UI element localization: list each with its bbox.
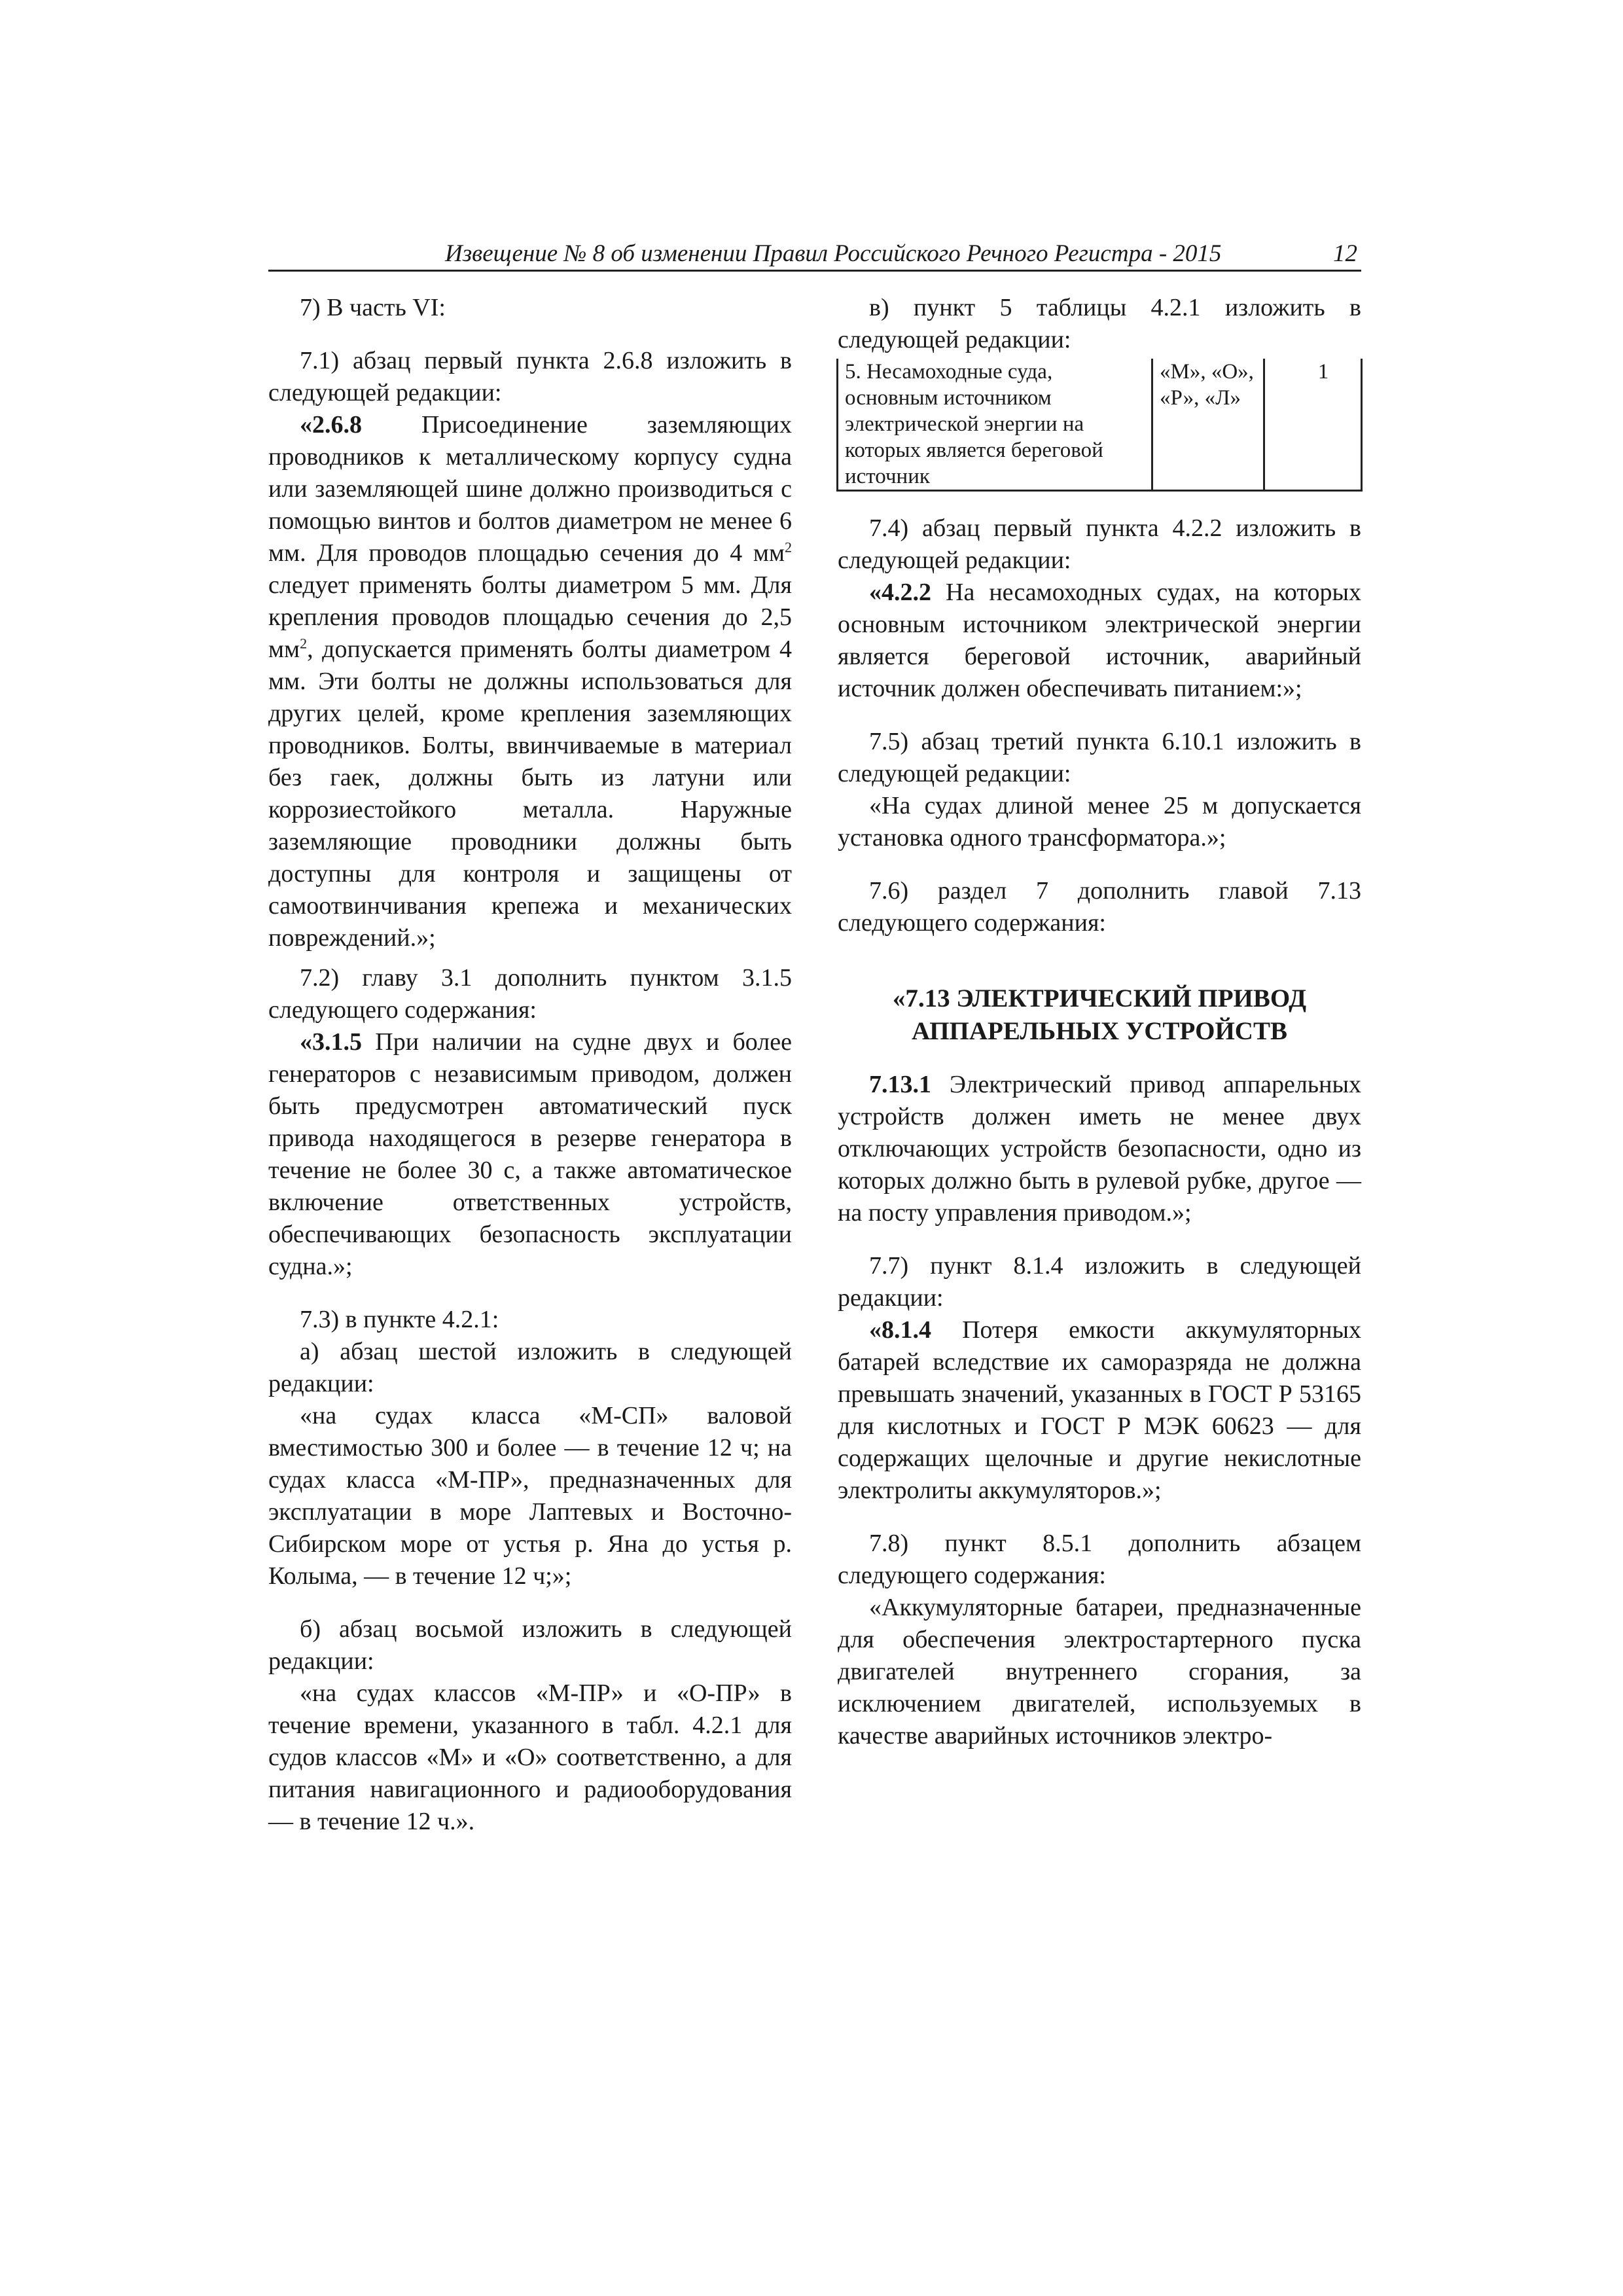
clause-3-1-5: «3.1.5 При наличии на судне двух и более генераторов с независимым приводом, должен быть предусмотрен автоматический пуск привода находящегося в резерве генератора в течение не более 30 с, а также автоматическое включение ответственных устройств, обеспечивающих безопасность эксплуатации судна.»;	[268, 1028, 792, 1280]
section-title: «7.13 ЭЛЕКТРИЧЕСКИЙ ПРИВОД АППАРЕЛЬНЫХ УСТРОЙСТВ	[892, 984, 1307, 1045]
clause-8-1-4: «8.1.4 Потеря емкости аккумуляторных батарей вследствие их саморазряда не должна превышать значений, указанных в ГОСТ Р 53165 для кислотных и ГОСТ Р МЭК 60623 — для содержащих щелочные и другие некислотные электролиты аккумуляторов.»;	[838, 1316, 1361, 1504]
part-heading: 7) В часть VI:	[300, 294, 446, 321]
sub-item-a: а) абзац шестой изложить в следующей редакции:	[268, 1338, 792, 1397]
quote-b: «на судах классов «М-ПР» и «О-ПР» в течение времени, указанного в табл. 4.2.1 для судов классов «М» и «О» соответственно, а для питания навигационного и радиооборудования — в течение 12 ч.».	[268, 1679, 792, 1835]
clause-number: «3.1.5	[300, 1028, 362, 1056]
table-cell-value: 1	[1264, 359, 1362, 491]
sub-item-v: в) пункт 5 таблицы 4.2.1 изложить в следующей редакции:	[838, 294, 1361, 353]
clause-2-6-8: «2.6.8 Присоединение заземляющих проводников к металлическому корпусу судна или заземляющей шине должно производиться с помощью винтов и болтов диаметром не менее 6 мм. Для проводов площадью сечения до 4 $мм^2$ следует применять болты диаметром 5 мм. Для крепления проводов площадью сечения до 2,5 $мм^2$, допускается применять болты диаметром 4 мм. Эти болты не должны использоваться для других целей, кроме крепления заземляющих проводников. Болты, ввинчиваемые в материал без гаек, должны быть из латуни или коррозиестойкого металла. Наружные заземляющие проводники должны быть доступны для контроля и защищены от самоотвинчивания крепежа и механических повреждений.»;	[268, 411, 792, 952]
quote-a: «на судах класса «М-СП» валовой вместимостью 300 и более — в течение 12 ч; на судах класса «М-ПР», предназначенных для эксплуатации в море Лаптевых и Восточно-Сибирском море от устья р. Яна до устья р. Колыма, — в течение 12 ч;»;	[268, 1402, 792, 1590]
amendment-7-8: 7.8) пункт 8.5.1 дополнить абзацем следующего содержания:	[838, 1530, 1361, 1589]
clause-number: 7.13.1	[869, 1071, 931, 1098]
clause-number: «8.1.4	[869, 1316, 931, 1344]
amendment-7-2: 7.2) главу 3.1 дополнить пунктом 3.1.5 следующего содержания:	[268, 964, 792, 1024]
amendment-7-1: 7.1) абзац первый пункта 2.6.8 изложить в следующей редакции:	[268, 347, 792, 406]
amendment-7-4: 7.4) абзац первый пункта 4.2.2 изложить в следующей редакции:	[838, 514, 1361, 574]
table-4-2-1-row-5	[836, 359, 1363, 492]
amendment-7-5: 7.5) абзац третий пункта 6.10.1 изложить в следующей редакции:	[838, 728, 1361, 787]
sub-item-b: б) абзац восьмой изложить в следующей редакции:	[268, 1615, 792, 1675]
table-cell-description: 5. Несамоходные суда, основным источником электрической энергии на которых является береговой источник	[838, 359, 1152, 491]
clause-number: «2.6.8	[300, 411, 362, 439]
header-title: Извещение № 8 об изменении Правил Российского Речного Регистра - 2015	[445, 240, 1222, 267]
page-number: 12	[1333, 240, 1357, 267]
left-column	[268, 292, 792, 1838]
clause-number: «4.2.2	[869, 579, 931, 606]
amendment-7-3: 7.3) в пункте 4.2.1:	[300, 1306, 499, 1333]
table-cell-classes: «М», «О», «Р», «Л»	[1152, 359, 1264, 491]
clause-4-2-2: «4.2.2 На несамоходных судах, на которых основным источником электрической энергии является береговой источник, аварийный источник должен обеспечивать питанием:»;	[838, 579, 1361, 702]
running-header	[268, 240, 1361, 272]
right-column	[838, 292, 1361, 1752]
clause-7-13-1: 7.13.1 Электрический привод аппарельных устройств должен иметь не менее двух отключающих устройств безопасности, одно из которых должно быть в рулевой рубке, другое — на посту управления приводом.»;	[838, 1071, 1361, 1227]
quote-8-5-1: «Аккумуляторные батареи, предназначенные для обеспечения электростартерного пуска двигателей внутреннего сгорания, за исключением двигателей, используемых в качестве аварийных источников электро-	[838, 1594, 1361, 1749]
quote-6-10-1: «На судах длиной менее 25 м допускается установка одного трансформатора.»;	[838, 792, 1361, 852]
amendment-7-7: 7.7) пункт 8.1.4 изложить в следующей редакции:	[838, 1252, 1361, 1312]
amendment-7-6: 7.6) раздел 7 дополнить главой 7.13 следующего содержания:	[838, 877, 1361, 937]
table-row	[838, 359, 1362, 491]
